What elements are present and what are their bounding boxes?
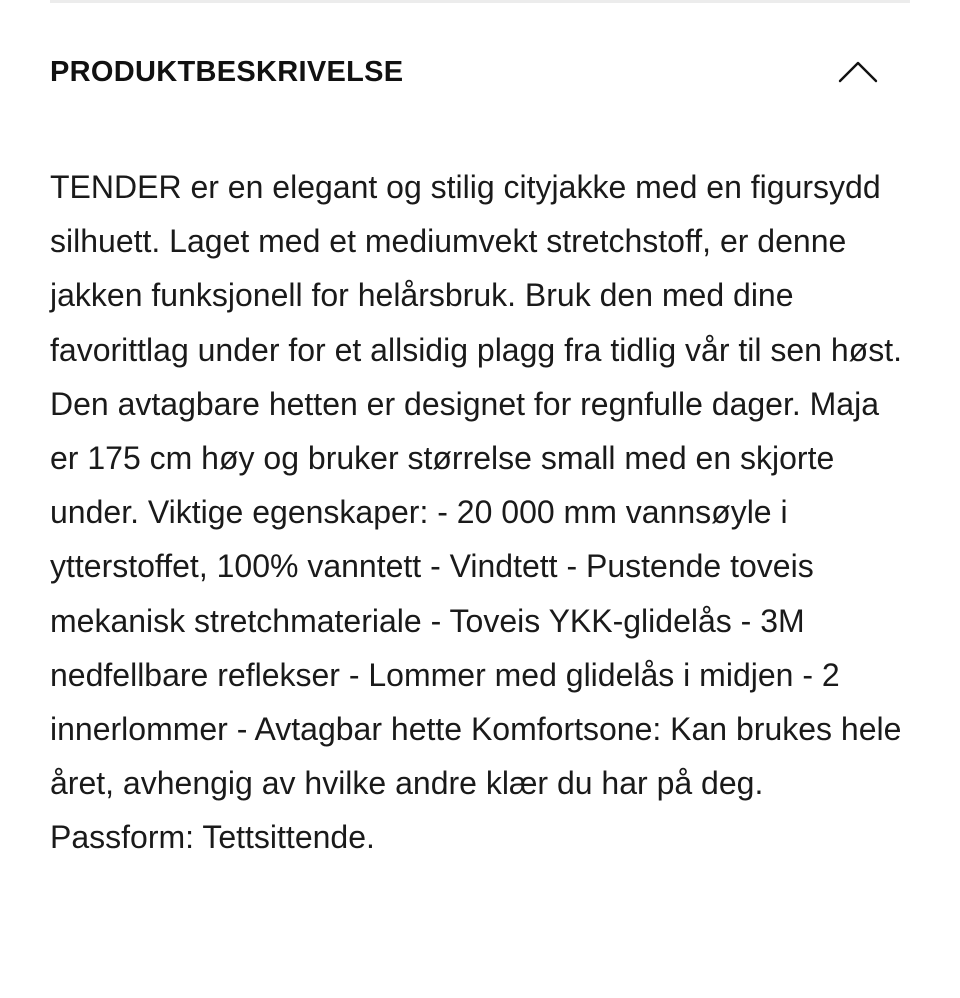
section-title: PRODUKTBESKRIVELSE — [50, 55, 404, 88]
section-divider — [50, 0, 910, 3]
product-description: TENDER er en elegant og stilig cityjakke med en figursydd silhuett. Laget med et mediumvekt stretchstoff, er denne jakken funksjonell for helårsbruk. Bruk den med dine favorittlag under for et allsidig plagg fra tidlig vår til sen høst. Den avtagbare hetten er designet for regnfulle dager. Maja er 175 cm høy og bruker størrelse small med en skjorte under. Viktige egenskaper: - 20 000 mm vannsøyle i ytterstoffet, 100% vanntett - Vindtett - Pustende toveis mekanisk stretchmateriale - Toveis YKK-glidelås - 3M nedfellbare reflekser - Lommer med glidelås i midjen - 2 innerlommer - Avtagbar hette Komfortsone: Kan brukes hele året, avhengig av hvilke andre klær du har på deg. Passform: Tettsittende. — [50, 169, 902, 856]
chevron-up-icon[interactable] — [836, 56, 880, 88]
chevron-up-icon-svg — [836, 59, 880, 85]
accordion-header-produktbeskrivelse[interactable] — [50, 40, 880, 104]
